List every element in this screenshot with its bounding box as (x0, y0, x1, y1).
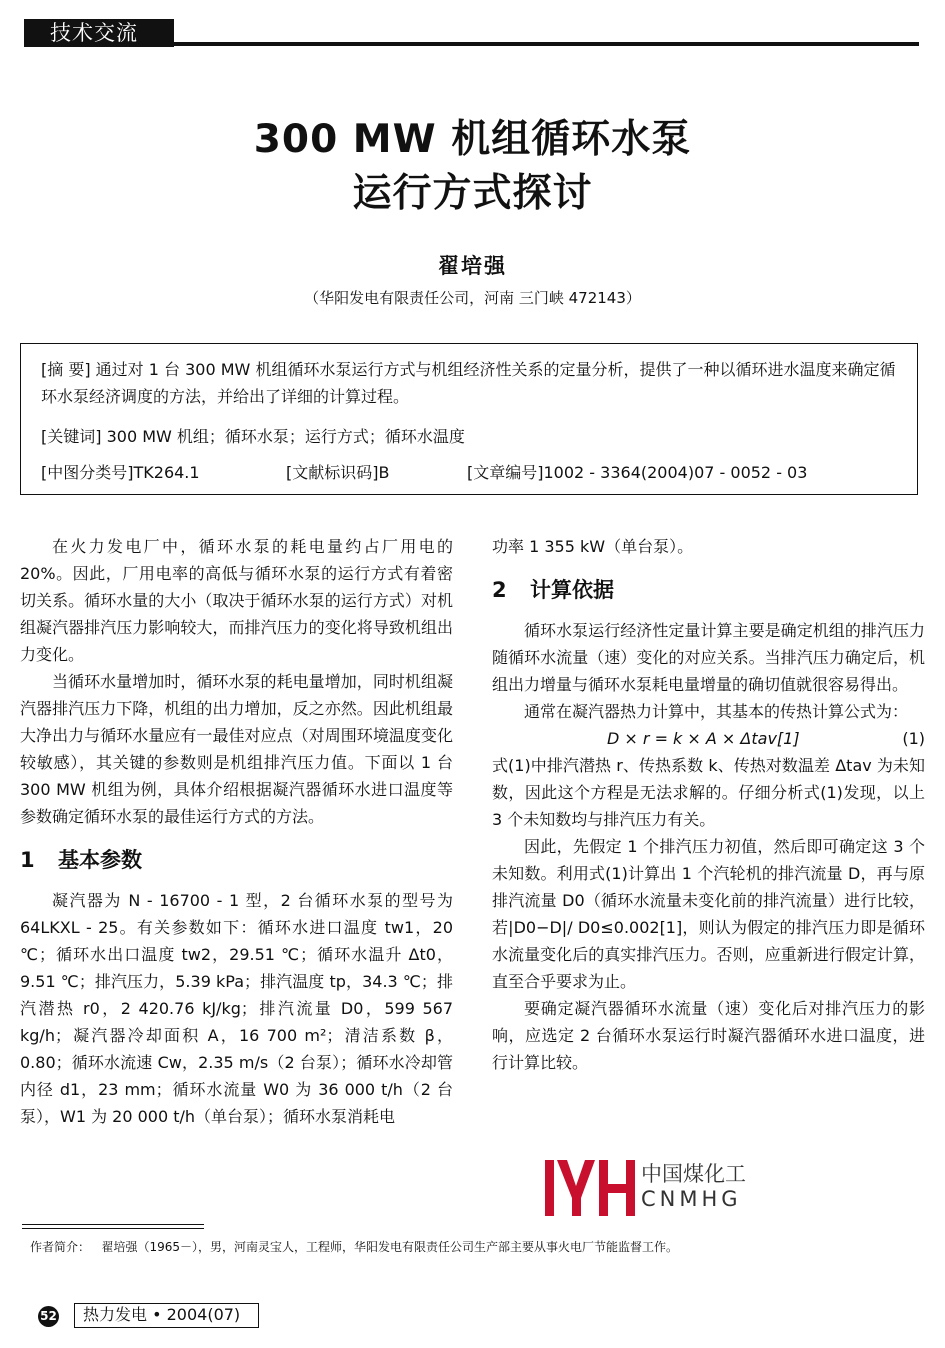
equation-1 (492, 725, 925, 752)
section-number: 2 (492, 578, 507, 602)
equation-number: (1) (902, 729, 925, 748)
header-rule (174, 42, 919, 46)
section-tag: 技术交流 (24, 19, 174, 47)
journal-citation: 热力发电 • 2004(07) (74, 1303, 259, 1328)
paragraph: 在火力发电厂中，循环水泵的耗电量约占厂用电的 20%。因此，厂用电率的高低与循环水泵的运行方式有着密切关系。循环水量的大小（取决于循环水泵的运行方式）对机组凝汽器排汽压力影响较大，而排汽压力的变化将导致机组出力变化。 (20, 537, 453, 664)
abstract-box (20, 343, 918, 495)
affiliation: （华阳发电有限责任公司，河南 三门峡 472143） (304, 289, 641, 307)
clc-label: [中图分类号] (41, 463, 134, 482)
paragraph: 要确定凝汽器循环水流量（速）变化后对排汽压力的影响，应选定 2 台循环水泵运行时凝汽器循环水进口温度，进行计算比较。 (492, 999, 925, 1072)
article-no-value: 1002 - 3364(2004)07 - 0052 - 03 (543, 463, 808, 482)
keywords-label: [关键词] (41, 427, 102, 446)
paragraph: 因此，先假定 1 个排汽压力初值，然后即可确定这 3 个未知数。利用式(1)计算出 1 个汽轮机的排汽流量 D，再与原排汽流量 D0（循环水流量未变化前的排汽流量）进行比较，若|D0−D|/ D0≤0.002[1]，则认为假定的排汽压力即是循环水流量变化后的真实排汽压力。否则，应重新进行假定计算，直至合乎要求为止。 (492, 837, 925, 991)
author-note (30, 1238, 678, 1255)
footnote-label: 作者简介： (30, 1240, 91, 1254)
clc (41, 463, 200, 483)
paragraph: 凝汽器为 N - 16700 - 1 型，2 台循环水泵的型号为 64LKXL - 25。有关参数如下：循环水进口温度 tw1，20 ℃；循环水出口温度 tw2，29.51 ℃；循环水温升 Δt0，9.51 ℃；排汽压力，5.39 kPa；排汽温度 tp，34.3 ℃；排汽潜热 r0，2 420.76 kJ/kg；排汽流量 D0，599 567 kg/h；凝汽器冷却面积 A，16 700 m²；清洁系数 β，0.80；循环水流速 Cw，2.35 m/s（2 台泵）；循环水冷却管内径 d1，23 mm；循环水流量 W0 为 36 000 t/h（2 台泵），W1 为 20 000 t/h（单台泵）；循环水泵消耗电 (20, 891, 453, 1126)
watermark-en: CNMHG (641, 1187, 742, 1211)
abstract-text: 通过对 1 台 300 MW 机组循环水泵运行方式与机组经济性关系的定量分析，提供了一种以循环进水温度来确定循环水泵经济调度的方法，并给出了详细的计算过程。 (41, 360, 896, 406)
section-heading-2 (492, 576, 925, 604)
doc-code (286, 463, 389, 483)
keywords (41, 427, 465, 447)
equation: D × r = k × A × Δtav[1] (607, 729, 800, 748)
section-title: 基本参数 (58, 848, 142, 872)
section-heading-1 (20, 846, 453, 874)
right-column (492, 533, 925, 1076)
section-title: 计算依据 (530, 578, 614, 602)
section-number: 1 (20, 848, 35, 872)
keywords-text: 300 MW 机组；循环水泵；运行方式；循环水温度 (106, 427, 465, 446)
paragraph: 功率 1 355 kW（单台泵）。 (492, 537, 694, 556)
article-no-label: [文章编号] (467, 463, 544, 482)
watermark-cn: 中国煤化工 (641, 1162, 746, 1186)
paragraph: 式(1)中排汽潜热 r、传热系数 k、传热对数温差 Δtav 为未知数，因此这个方程是无法求解的。仔细分析式(1)发现，以上 3 个未知数均与排汽压力有关。 (492, 756, 925, 829)
abstract (41, 356, 907, 410)
title-line-2: 运行方式探讨 (352, 171, 593, 216)
article-no (467, 463, 807, 483)
abstract-label: [摘 要] (41, 360, 91, 379)
paragraph: 通常在凝汽器热力计算中，其基本的传热计算公式为： (524, 702, 909, 721)
doc-code-label: [文献标识码] (286, 463, 379, 482)
footnote-rule (22, 1224, 204, 1225)
author: 翟培强 (438, 254, 507, 278)
footnote-rule (22, 1228, 204, 1229)
title-line-1: 300 MW 机组循环水泵 (253, 117, 692, 162)
left-column (20, 533, 453, 1130)
paragraph: 循环水泵运行经济性定量计算主要是确定机组的排汽压力随循环水流量（速）变化的对应关系。当排汽压力确定后，机组出力增量与循环水泵耗电量增量的确切值就很容易得出。 (492, 621, 925, 694)
paragraph: 当循环水量增加时，循环水泵的耗电量增加，同时机组凝汽器排汽压力下降，机组的出力增加，反之亦然。因此机组最大净出力与循环水量应有一最佳对应点（对周围环境温度变化较敏感），其关键的参数则是机组排汽压力值。下面以 1 台 300 MW 机组为例，具体介绍根据凝汽器循环水进口温度等参数确定循环水泵的最佳运行方式的方法。 (20, 672, 453, 826)
footnote-text: 翟培强（1965－），男，河南灵宝人，工程师，华阳发电有限责任公司生产部主要从事火电厂节能监督工作。 (101, 1240, 679, 1254)
page-number: 52 (38, 1306, 59, 1327)
clc-value: TK264.1 (133, 463, 200, 482)
doc-code-value: B (378, 463, 390, 482)
